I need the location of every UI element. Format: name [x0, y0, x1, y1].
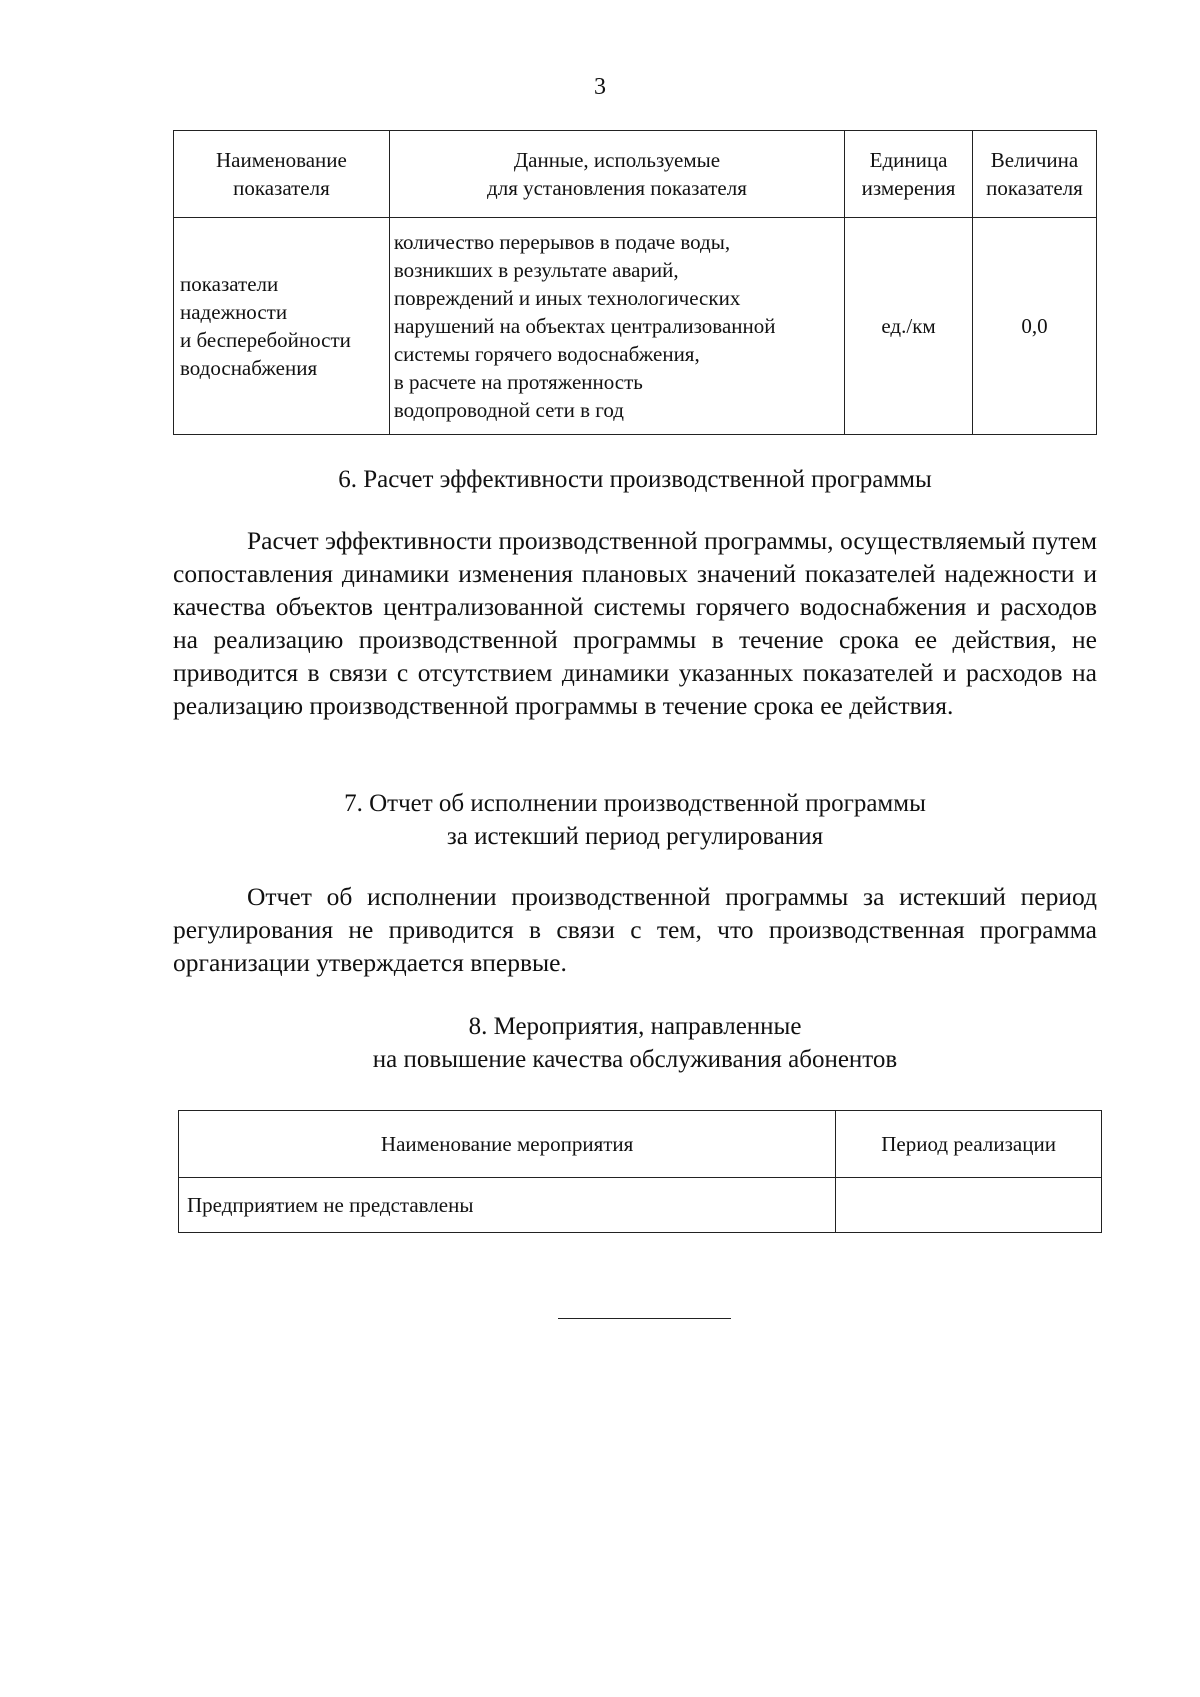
value-cell: 0,0 [973, 218, 1097, 435]
closing-rule-divider [558, 1318, 731, 1319]
header-period: Период реализации [836, 1111, 1102, 1178]
indicators-table [173, 130, 1097, 435]
indicators-header-row [174, 131, 1097, 218]
period-cell [836, 1178, 1102, 1233]
unit-cell: ед./км [845, 218, 973, 435]
measures-table [178, 1110, 1102, 1233]
measure-name-cell: Предприятием не представлены [179, 1178, 836, 1233]
section-6-title: 6. Расчет эффективности производственной программы [338, 466, 932, 493]
header-unit: Единица измерения [845, 131, 973, 218]
table-row [174, 218, 1097, 435]
section-7-text: Отчет об исполнении производственной программы за истекший период регулирования не приводится в связи с тем, что производственная программа организации утверждается впервые. [173, 882, 1097, 977]
measures-header-row [179, 1111, 1102, 1178]
indicator-name-cell: показатели надежности и бесперебойности водоснабжения [174, 218, 390, 435]
section-7-title: 7. Отчет об исполнении производственной программы за истекший период регулирования [344, 790, 926, 850]
header-source-data: Данные, используемые для установления показателя [389, 131, 844, 218]
section-8-title: 8. Мероприятия, направленные на повышение качества обслуживания абонентов [372, 1013, 898, 1073]
source-data-cell: количество перерывов в подаче воды, возникших в результате аварий, повреждений и иных технологических нарушений на объектах централизованной системы горячего водоснабжения, в расчете на протяженность водопроводной сети в год [389, 218, 844, 435]
page-number: 3 [594, 74, 606, 100]
header-value: Величина показателя [973, 131, 1097, 218]
table-row [179, 1178, 1102, 1233]
header-measure-name: Наименование мероприятия [179, 1111, 836, 1178]
section-6-text: Расчет эффективности производственной программы, осуществляемый путем сопоставления динамики изменения плановых значений показателей надежности и качества объектов централизованной системы горячего водоснабжения и расходов на реализацию производственной программы в течение срока ее действия, не приводится в связи с отсутствием динамики указанных показателей и расходов на реализацию производственной программы в течение срока ее действия. [173, 526, 1097, 720]
header-indicator-name: Наименование показателя [174, 131, 390, 218]
